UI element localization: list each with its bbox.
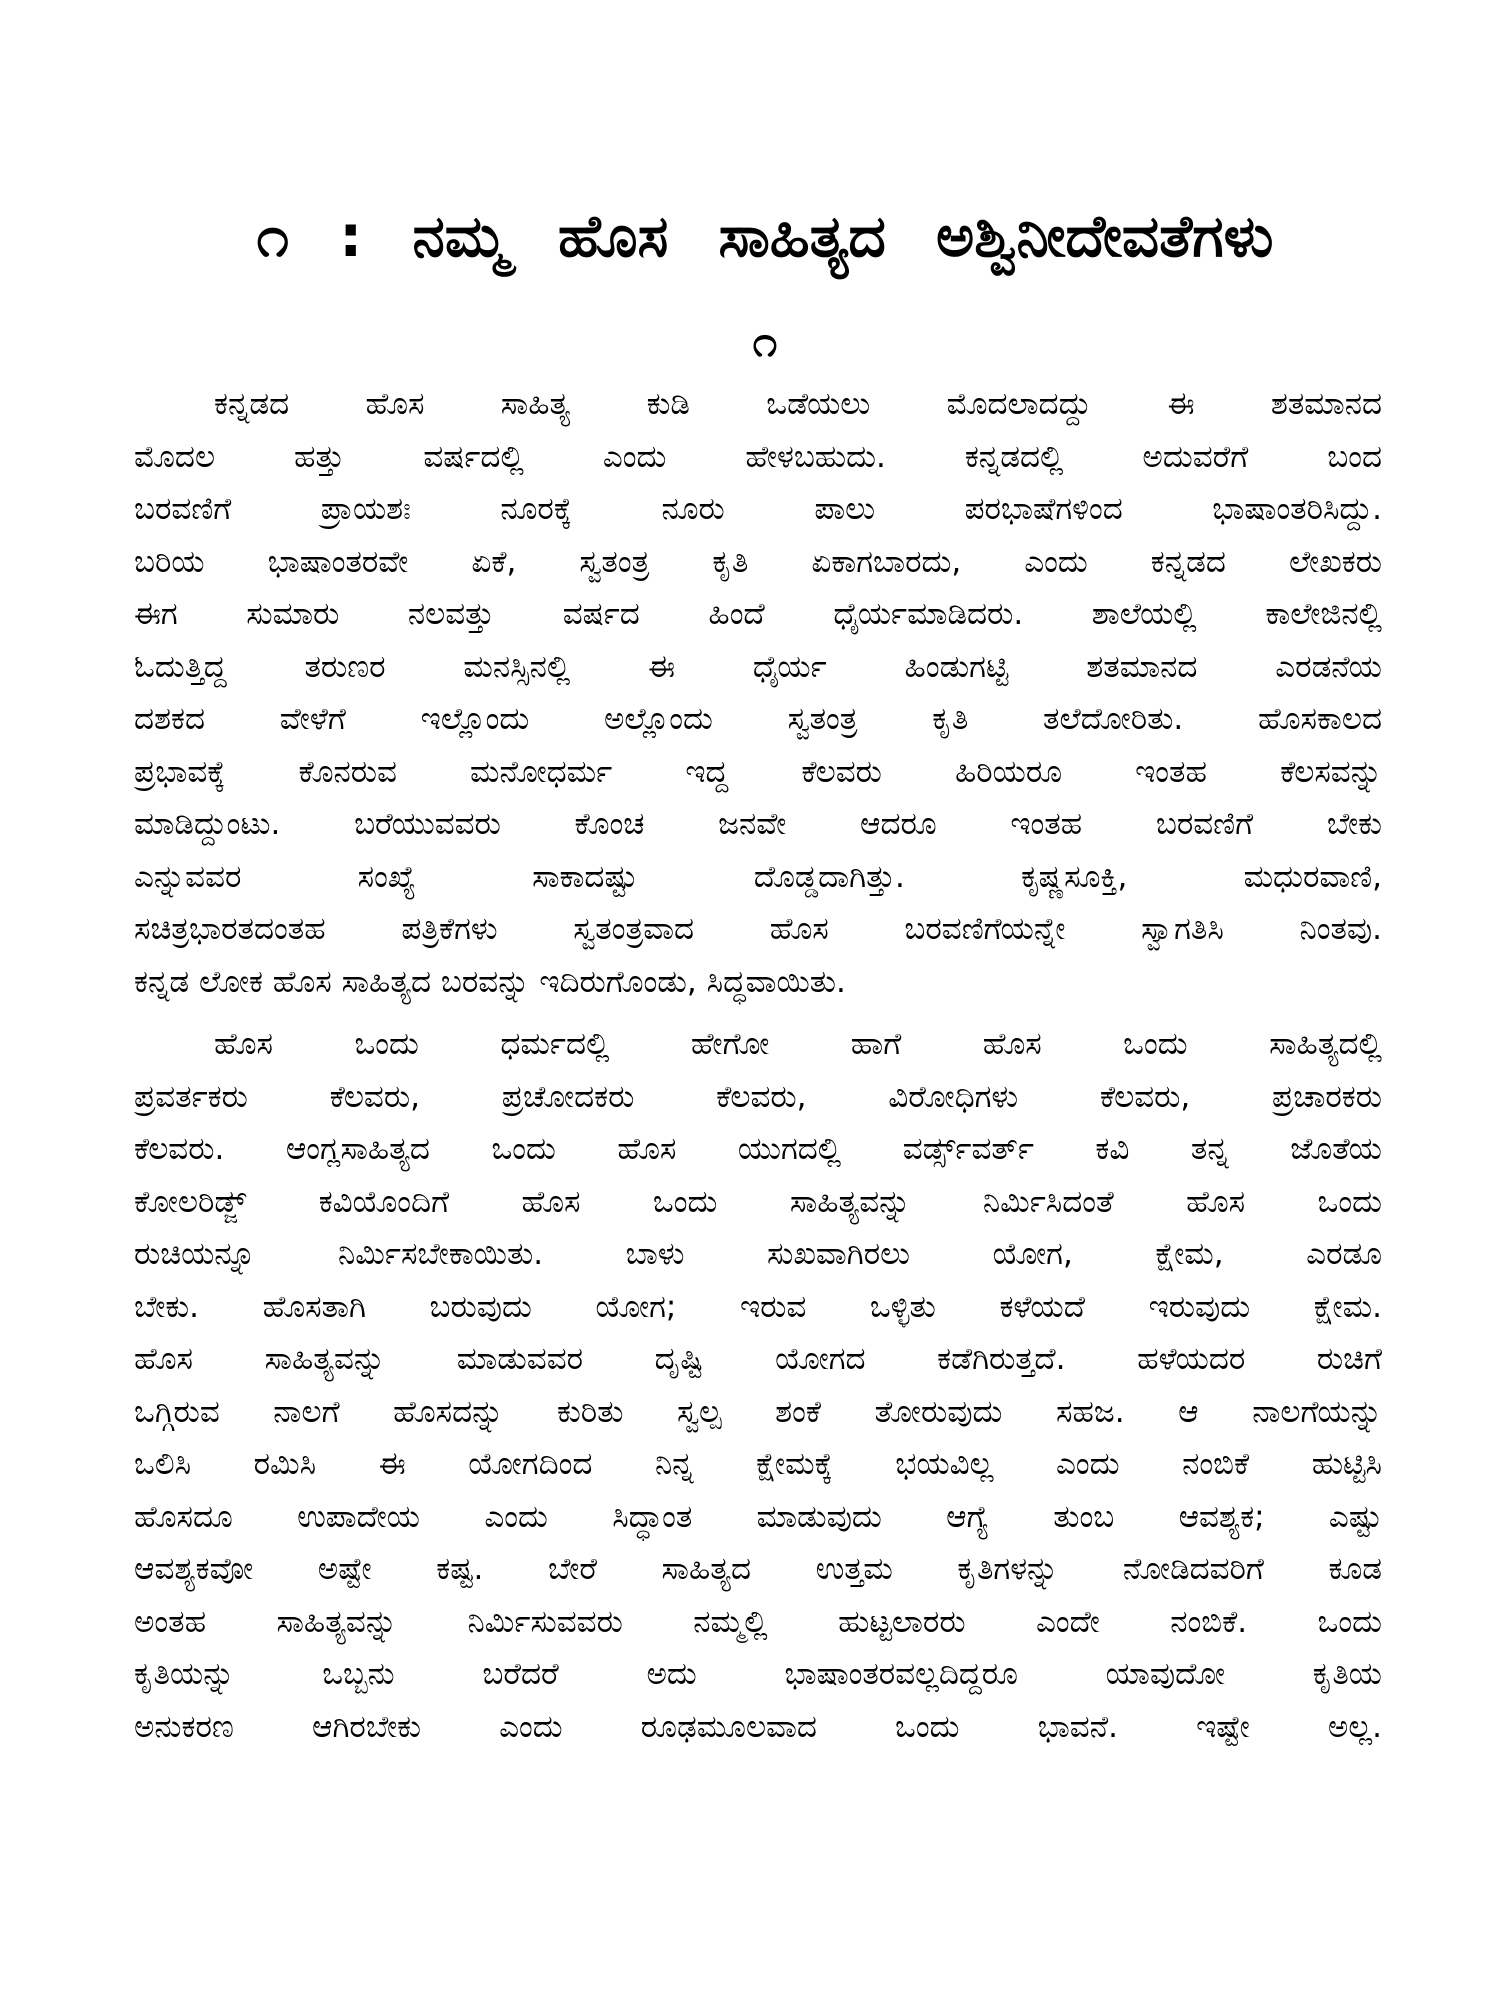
text-line: ಕೆಲವರು. ಆಂಗ್ಲಸಾಹಿತ್ಯದ ಒಂದು ಹೊಸ ಯುಗದಲ್ಲಿ ವರ್ಡ್ಸ್‌ವರ್ತ್ ಕವಿ ತನ್ನ ಜೊತೆಯ	[134, 1131, 1382, 1167]
chapter-title: ೧ : ನಮ್ಮ ಹೊಸ ಸಾಹಿತ್ಯದ ಅಶ್ವಿನೀದೇವತೆಗಳು	[256, 202, 1274, 270]
text-line: ಹೊಸ ಸಾಹಿತ್ಯವನ್ನು ಮಾಡುವವರ ದೃಷ್ಟಿ ಯೋಗದ ಕಡೆಗಿರುತ್ತದೆ. ಹಳೆಯದರ ರುಚಿಗೆ	[134, 1341, 1382, 1377]
text-line: ಅನುಕರಣ ಆಗಿರಬೇಕು ಎಂದು ರೂಢಮೂಲವಾದ ಒಂದು ಭಾವನೆ. ಇಷ್ಟೇ ಅಲ್ಲ.	[134, 1708, 1382, 1745]
text-line: ಕನ್ನಡದ ಹೊಸ ಸಾಹಿತ್ಯ ಕುಡಿ ಒಡೆಯಲು ಮೊದಲಾದದ್ದು ಈ ಶತಮಾನದ	[214, 386, 1382, 422]
text-line: ಸಚಿತ್ರಭಾರತದಂತಹ ಪತ್ರಿಕೆಗಳು ಸ್ವತಂತ್ರವಾದ ಹೊಸ ಬರವಣಿಗೆಯನ್ನೇ ಸ್ವಾಗತಿಸಿ ನಿಂತವು.	[134, 911, 1382, 947]
text-line: ಒಲಿಸಿ ರಮಿಸಿ ಈ ಯೋಗದಿಂದ ನಿನ್ನ ಕ್ಷೇಮಕ್ಕೆ ಭಯವಿಲ್ಲ ಎಂದು ನಂಬಿಕೆ ಹುಟ್ಟಿಸಿ	[134, 1446, 1382, 1482]
text-line: ಹೊಸ ಒಂದು ಧರ್ಮದಲ್ಲಿ ಹೇಗೋ ಹಾಗೆ ಹೊಸ ಒಂದು ಸಾಹಿತ್ಯದಲ್ಲಿ	[214, 1026, 1382, 1062]
text-line: ಮೊದಲ ಹತ್ತು ವರ್ಷದಲ್ಲಿ ಎಂದು ಹೇಳಬಹುದು. ಕನ್ನಡದಲ್ಲಿ ಅದುವರೆಗೆ ಬಂದ	[134, 438, 1382, 475]
text-line: ಆವಶ್ಯಕವೋ ಅಷ್ಟೇ ಕಷ್ಟ. ಬೇರೆ ಸಾಹಿತ್ಯದ ಉತ್ತಮ ಕೃತಿಗಳನ್ನು ನೋಡಿದವರಿಗೆ ಕೂಡ	[134, 1551, 1382, 1587]
text-line: ಮಾಡಿದ್ದುಂಟು. ಬರೆಯುವವರು ಕೊಂಚ ಜನವೇ ಆದರೂ ಇಂತಹ ಬರವಣಿಗೆ ಬೇಕು	[134, 806, 1382, 842]
text-line: ಬರಿಯ ಭಾಷಾಂತರವೇ ಏಕೆ, ಸ್ವತಂತ್ರ ಕೃತಿ ಏಕಾಗಬಾರದು, ಎಂದು ಕನ್ನಡದ ಲೇಖಕರು	[134, 543, 1382, 580]
text-line: ಈಗ ಸುಮಾರು ನಲವತ್ತು ವರ್ಷದ ಹಿಂದೆ ಧೈರ್ಯಮಾಡಿದರು. ಶಾಲೆಯಲ್ಲಿ ಕಾಲೇಜಿನಲ್ಲಿ	[134, 596, 1382, 632]
paragraph-2	[134, 1018, 1382, 1753]
section-number: ೧	[752, 316, 778, 367]
text-line: ಎನ್ನುವವರ ಸಂಖ್ಯೆ ಸಾಕಾದಷ್ಟು ದೊಡ್ಡದಾಗಿತ್ತು. ಕೃಷ್ಣಸೂಕ್ತಿ, ಮಧುರವಾಣಿ,	[134, 858, 1382, 895]
text-line: ಪ್ರವರ್ತಕರು ಕೆಲವರು, ಪ್ರಚೋದಕರು ಕೆಲವರು, ವಿರೋಧಿಗಳು ಕೆಲವರು, ಪ್ರಚಾರಕರು	[134, 1078, 1382, 1115]
text-line: ಓದುತ್ತಿದ್ದ ತರುಣರ ಮನಸ್ಸಿನಲ್ಲಿ ಈ ಧೈರ್ಯ ಹಿಂಡುಗಟ್ಟಿ ಶತಮಾನದ ಎರಡನೆಯ	[134, 648, 1382, 685]
text-line: ಹೊಸದೂ ಉಪಾದೇಯ ಎಂದು ಸಿದ್ಧಾಂತ ಮಾಡುವುದು ಆಗ್ಯೆ ತುಂಬ ಆವಶ್ಯಕ; ಎಷ್ಟು	[134, 1498, 1382, 1535]
text-line: ಕೃತಿಯನ್ನು ಒಬ್ಬನು ಬರೆದರೆ ಅದು ಭಾಷಾಂತರವಲ್ಲದಿದ್ದರೂ ಯಾವುದೋ ಕೃತಿಯ	[134, 1656, 1382, 1692]
text-line: ಕನ್ನಡ ಲೋಕ ಹೊಸ ಸಾಹಿತ್ಯದ ಬರವನ್ನು ಇದಿರುಗೊಂಡು, ಸಿದ್ಧವಾಯಿತು.	[134, 963, 846, 1000]
text-line: ಪ್ರಭಾವಕ್ಕೆ ಕೊನರುವ ಮನೋಧರ್ಮ ಇದ್ದ ಕೆಲವರು ಹಿರಿಯರೂ ಇಂತಹ ಕೆಲಸವನ್ನು	[134, 753, 1382, 790]
text-line: ಕೋಲರಿಡ್ಜ್ ಕವಿಯೊಂದಿಗೆ ಹೊಸ ಒಂದು ಸಾಹಿತ್ಯವನ್ನು ನಿರ್ಮಿಸಿದಂತೆ ಹೊಸ ಒಂದು	[134, 1183, 1382, 1220]
text-line: ಅಂತಹ ಸಾಹಿತ್ಯವನ್ನು ನಿರ್ಮಿಸುವವರು ನಮ್ಮಲ್ಲಿ ಹುಟ್ಟಲಾರರು ಎಂದೇ ನಂಬಿಕೆ. ಒಂದು	[134, 1603, 1382, 1640]
paragraph-1	[134, 378, 1382, 1008]
text-line: ಬೇಕು. ಹೊಸತಾಗಿ ಬರುವುದು ಯೋಗ; ಇರುವ ಒಳ್ಳಿತು ಕಳೆಯದೆ ಇರುವುದು ಕ್ಷೇಮ.	[134, 1288, 1382, 1325]
text-line: ರುಚಿಯನ್ನೂ ನಿರ್ಮಿಸಬೇಕಾಯಿತು. ಬಾಳು ಸುಖವಾಗಿರಲು ಯೋಗ, ಕ್ಷೇಮ, ಎರಡೂ	[134, 1236, 1382, 1272]
body-text	[134, 378, 1382, 1763]
text-line: ದಶಕದ ವೇಳೆಗೆ ಇಲ್ಲೊಂದು ಅಲ್ಲೊಂದು ಸ್ವತಂತ್ರ ಕೃತಿ ತಲೆದೋರಿತು. ಹೊಸಕಾಲದ	[134, 701, 1382, 737]
text-line: ಬರವಣಿಗೆ ಪ್ರಾಯಶಃ ನೂರಕ್ಕೆ ನೂರು ಪಾಲು ಪರಭಾಷೆಗಳಿಂದ ಭಾಷಾಂತರಿಸಿದ್ದು.	[134, 491, 1382, 527]
text-line: ಒಗ್ಗಿರುವ ನಾಲಗೆ ಹೊಸದನ್ನು ಕುರಿತು ಸ್ವಲ್ಪ ಶಂಕೆ ತೋರುವುದು ಸಹಜ. ಆ ನಾಲಗೆಯನ್ನು	[134, 1393, 1382, 1430]
